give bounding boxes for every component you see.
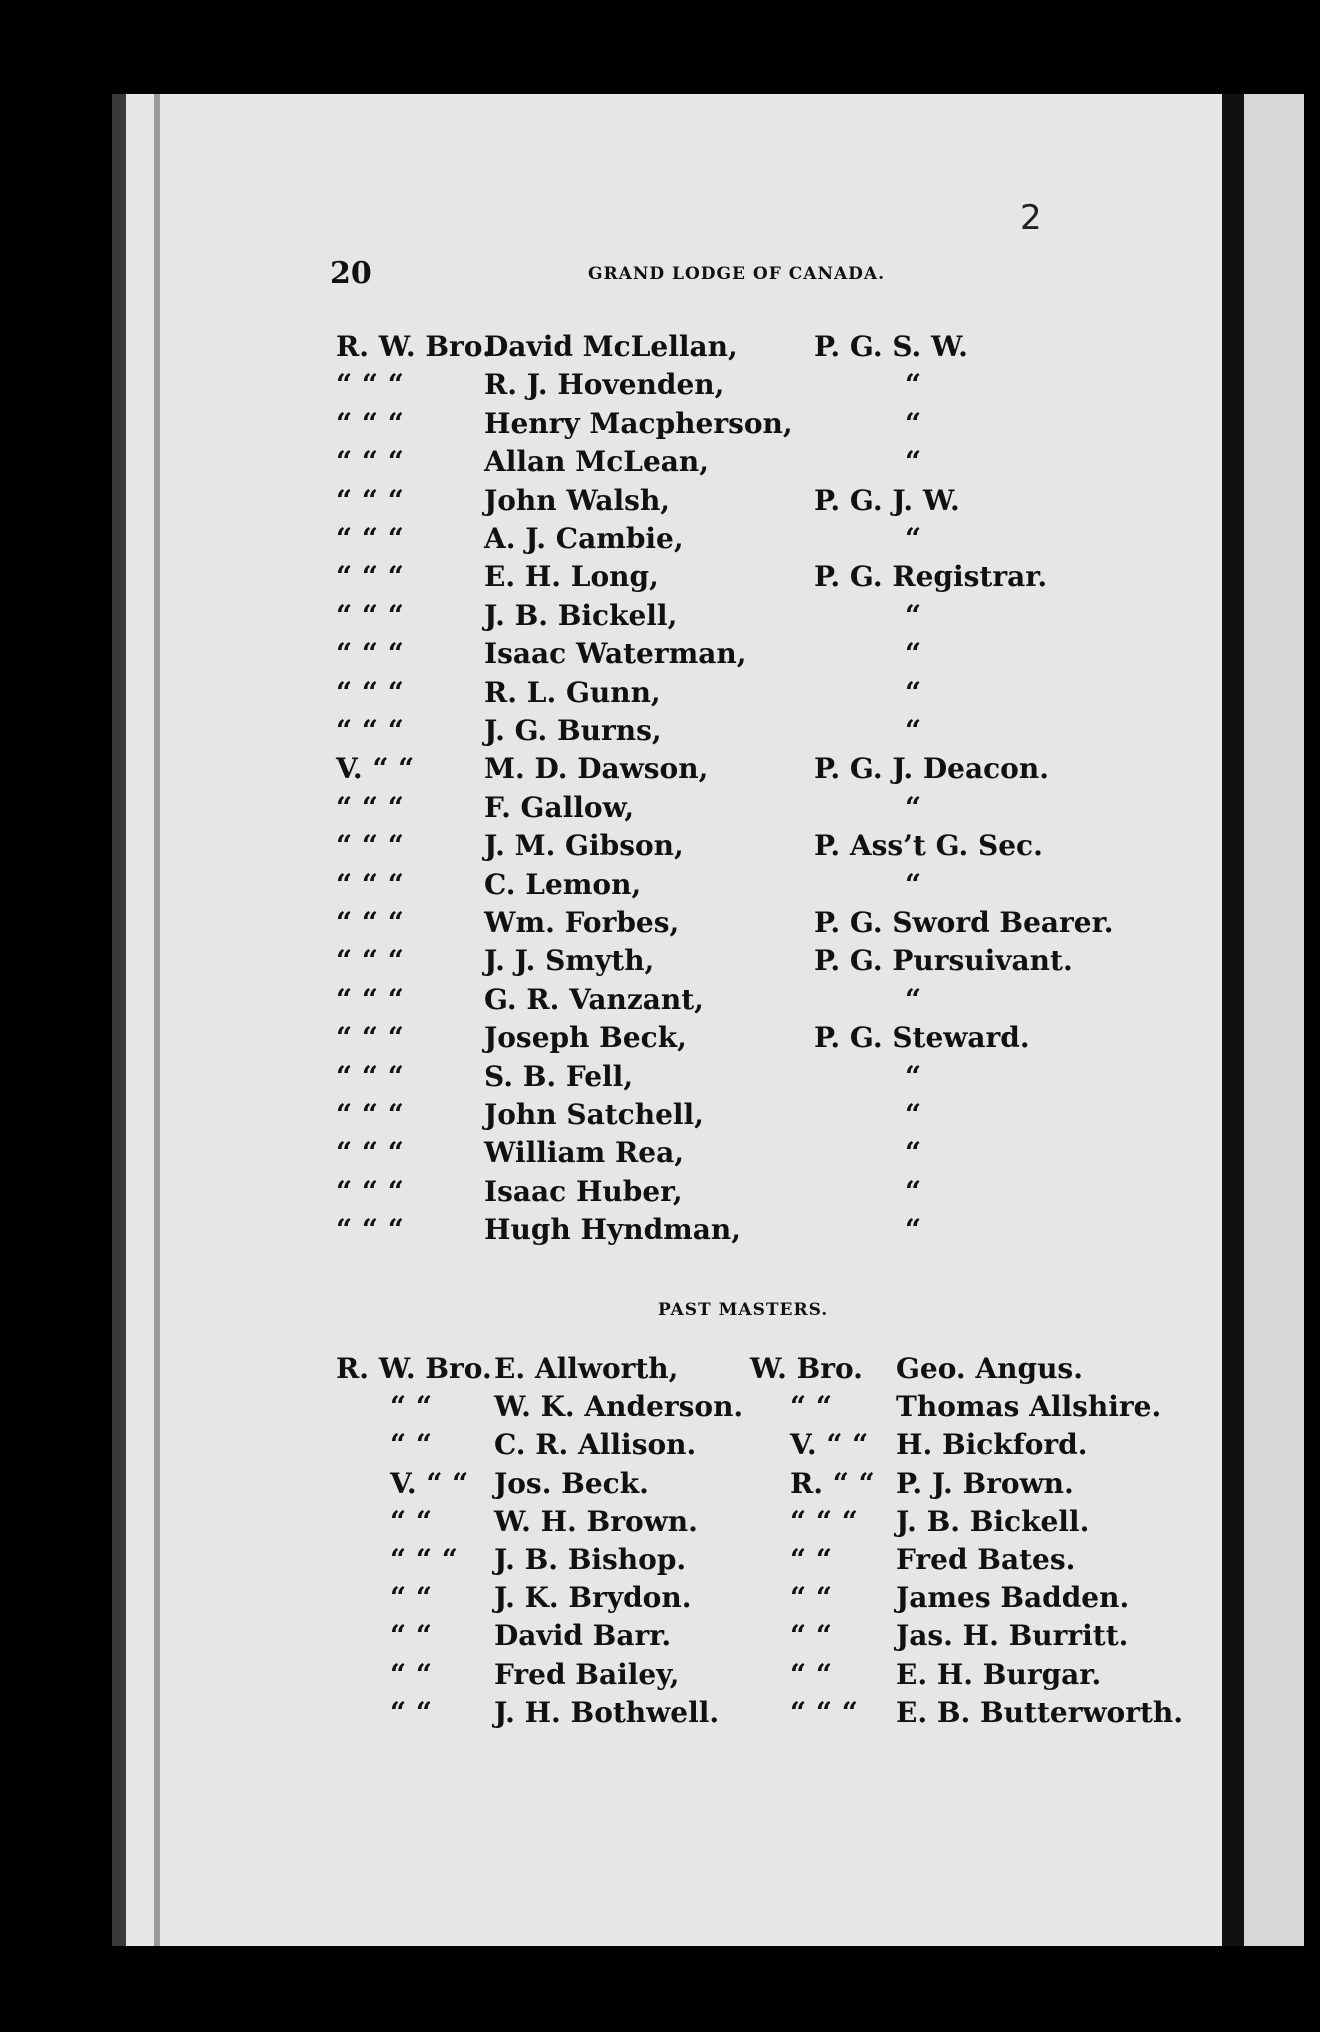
officer-rank: P. G. S. W.	[814, 330, 968, 363]
officer-prefix: R. W. Bro.	[336, 330, 492, 363]
officer-prefix: “ “ “	[336, 445, 404, 478]
past-master-left-name: W. K. Anderson.	[494, 1390, 744, 1423]
officer-name: E. H. Long,	[484, 560, 659, 593]
officer-name: F. Gallow,	[484, 791, 635, 824]
officer-prefix: “ “ “	[336, 599, 404, 632]
officer-name: R. J. Hovenden,	[484, 368, 725, 401]
officer-name: J. J. Smyth,	[484, 944, 655, 977]
past-master-right-prefix: “ “ “	[790, 1696, 858, 1729]
officer-prefix: “ “ “	[336, 983, 404, 1016]
past-master-left-name: J. B. Bishop.	[494, 1543, 687, 1576]
past-master-right-name: H. Bickford.	[896, 1428, 1088, 1461]
officer-prefix: “ “ “	[336, 1175, 404, 1208]
officer-rank: “	[905, 445, 922, 478]
past-master-left-prefix: “ “	[390, 1658, 432, 1691]
officer-rank: “	[905, 522, 922, 555]
officer-name: Joseph Beck,	[484, 1021, 687, 1054]
past-master-right-name: Geo. Angus.	[896, 1352, 1083, 1385]
officer-rank: “	[905, 1060, 922, 1093]
officer-name: David McLellan,	[484, 330, 738, 363]
officer-rank: P. Ass’t G. Sec.	[814, 829, 1043, 862]
officer-name: J. G. Burns,	[484, 714, 662, 747]
officer-name: Isaac Waterman,	[484, 637, 747, 670]
past-master-left-prefix: “ “	[390, 1390, 432, 1423]
past-master-right-prefix: V. “ “	[790, 1428, 869, 1461]
officer-prefix: “ “ “	[336, 1136, 404, 1169]
past-master-right-name: James Badden.	[896, 1581, 1130, 1614]
officer-rank: “	[905, 676, 922, 709]
officer-prefix: “ “ “	[336, 1060, 404, 1093]
officer-name: J. B. Bickell,	[484, 599, 678, 632]
officer-prefix: “ “ “	[336, 484, 404, 517]
past-master-left-prefix: “ “ “	[390, 1543, 458, 1576]
officer-rank: P. G. Sword Bearer.	[814, 906, 1114, 939]
past-master-right-prefix: R. “ “	[790, 1467, 875, 1500]
officer-rank: P. G. Pursuivant.	[814, 944, 1073, 977]
officer-prefix: “ “ “	[336, 1213, 404, 1246]
past-master-left-prefix: V. “ “	[390, 1467, 469, 1500]
officer-name: R. L. Gunn,	[484, 676, 661, 709]
officer-rank: “	[905, 1213, 922, 1246]
past-master-right-name: E. B. Butterworth.	[896, 1696, 1184, 1729]
adjacent-page-strip	[1244, 94, 1304, 1946]
past-master-right-name: Fred Bates.	[896, 1543, 1076, 1576]
officer-prefix: “ “ “	[336, 522, 404, 555]
officer-name: C. Lemon,	[484, 868, 642, 901]
officer-rank: “	[905, 714, 922, 747]
officer-prefix: V. “ “	[336, 752, 415, 785]
officer-name: John Satchell,	[484, 1098, 704, 1131]
officer-name: A. J. Cambie,	[484, 522, 684, 555]
past-master-right-prefix: “ “	[790, 1390, 832, 1423]
page-edge	[1222, 94, 1244, 1946]
officer-name: Wm. Forbes,	[484, 906, 680, 939]
officer-rank: P. G. Steward.	[814, 1021, 1030, 1054]
officer-name: G. R. Vanzant,	[484, 983, 704, 1016]
officer-rank: P. G. Registrar.	[814, 560, 1048, 593]
officer-rank: “	[905, 791, 922, 824]
past-master-right-prefix: “ “	[790, 1658, 832, 1691]
past-master-left-name: Jos. Beck.	[494, 1467, 649, 1500]
past-master-right-name: Thomas Allshire.	[896, 1390, 1162, 1423]
officer-prefix: “ “ “	[336, 676, 404, 709]
officer-prefix: “ “ “	[336, 868, 404, 901]
past-master-left-prefix: “ “	[390, 1428, 432, 1461]
corner-mark: 2	[1020, 198, 1042, 238]
page-gutter-line	[154, 94, 160, 1946]
running-head: GRAND LODGE OF CANADA.	[588, 264, 886, 284]
past-master-left-name: Fred Bailey,	[494, 1658, 680, 1691]
officer-rank: “	[905, 599, 922, 632]
past-master-right-prefix: “ “	[790, 1619, 832, 1652]
past-master-left-name: C. R. Allison.	[494, 1428, 697, 1461]
officer-prefix: “ “ “	[336, 906, 404, 939]
officer-rank: “	[905, 637, 922, 670]
officer-name: M. D. Dawson,	[484, 752, 709, 785]
officer-name: J. M. Gibson,	[484, 829, 684, 862]
past-master-left-prefix: R. W. Bro.	[336, 1352, 492, 1385]
officer-prefix: “ “ “	[336, 1021, 404, 1054]
past-master-left-name: David Barr.	[494, 1619, 672, 1652]
past-master-left-name: W. H. Brown.	[494, 1505, 698, 1538]
officer-name: Allan McLean,	[484, 445, 710, 478]
officer-name: Hugh Hyndman,	[484, 1213, 742, 1246]
past-masters-heading: PAST MASTERS.	[658, 1300, 829, 1320]
officer-prefix: “ “ “	[336, 637, 404, 670]
officer-prefix: “ “ “	[336, 407, 404, 440]
past-master-left-name: J. H. Bothwell.	[494, 1696, 720, 1729]
past-master-left-prefix: “ “	[390, 1619, 432, 1652]
past-master-left-name: E. Allworth,	[494, 1352, 679, 1385]
officer-prefix: “ “ “	[336, 714, 404, 747]
officer-name: John Walsh,	[484, 484, 671, 517]
officer-prefix: “ “ “	[336, 1098, 404, 1131]
officer-rank: “	[905, 1098, 922, 1131]
officer-prefix: “ “ “	[336, 368, 404, 401]
past-master-left-prefix: “ “	[390, 1696, 432, 1729]
past-master-right-name: Jas. H. Burritt.	[896, 1619, 1129, 1652]
officer-name: S. B. Fell,	[484, 1060, 634, 1093]
officer-name: Henry Macpherson,	[484, 407, 793, 440]
officer-name: Isaac Huber,	[484, 1175, 683, 1208]
past-master-right-name: J. B. Bickell.	[896, 1505, 1090, 1538]
officer-prefix: “ “ “	[336, 560, 404, 593]
officer-rank: “	[905, 1136, 922, 1169]
officer-prefix: “ “ “	[336, 944, 404, 977]
officer-rank: “	[905, 868, 922, 901]
past-master-right-name: P. J. Brown.	[896, 1467, 1074, 1500]
officer-name: William Rea,	[484, 1136, 684, 1169]
past-master-left-name: J. K. Brydon.	[494, 1581, 692, 1614]
officer-rank: P. G. J. Deacon.	[814, 752, 1049, 785]
officer-prefix: “ “ “	[336, 829, 404, 862]
officer-rank: “	[905, 407, 922, 440]
officer-rank: P. G. J. W.	[814, 484, 960, 517]
officer-rank: “	[905, 983, 922, 1016]
past-master-right-prefix: “ “	[790, 1581, 832, 1614]
past-master-right-prefix: W. Bro.	[750, 1352, 863, 1385]
officer-rank: “	[905, 1175, 922, 1208]
past-master-right-prefix: “ “ “	[790, 1505, 858, 1538]
officer-rank: “	[905, 368, 922, 401]
officer-prefix: “ “ “	[336, 791, 404, 824]
page-number: 20	[330, 256, 372, 291]
past-master-right-prefix: “ “	[790, 1543, 832, 1576]
past-master-left-prefix: “ “	[390, 1581, 432, 1614]
past-master-left-prefix: “ “	[390, 1505, 432, 1538]
past-master-right-name: E. H. Burgar.	[896, 1658, 1102, 1691]
